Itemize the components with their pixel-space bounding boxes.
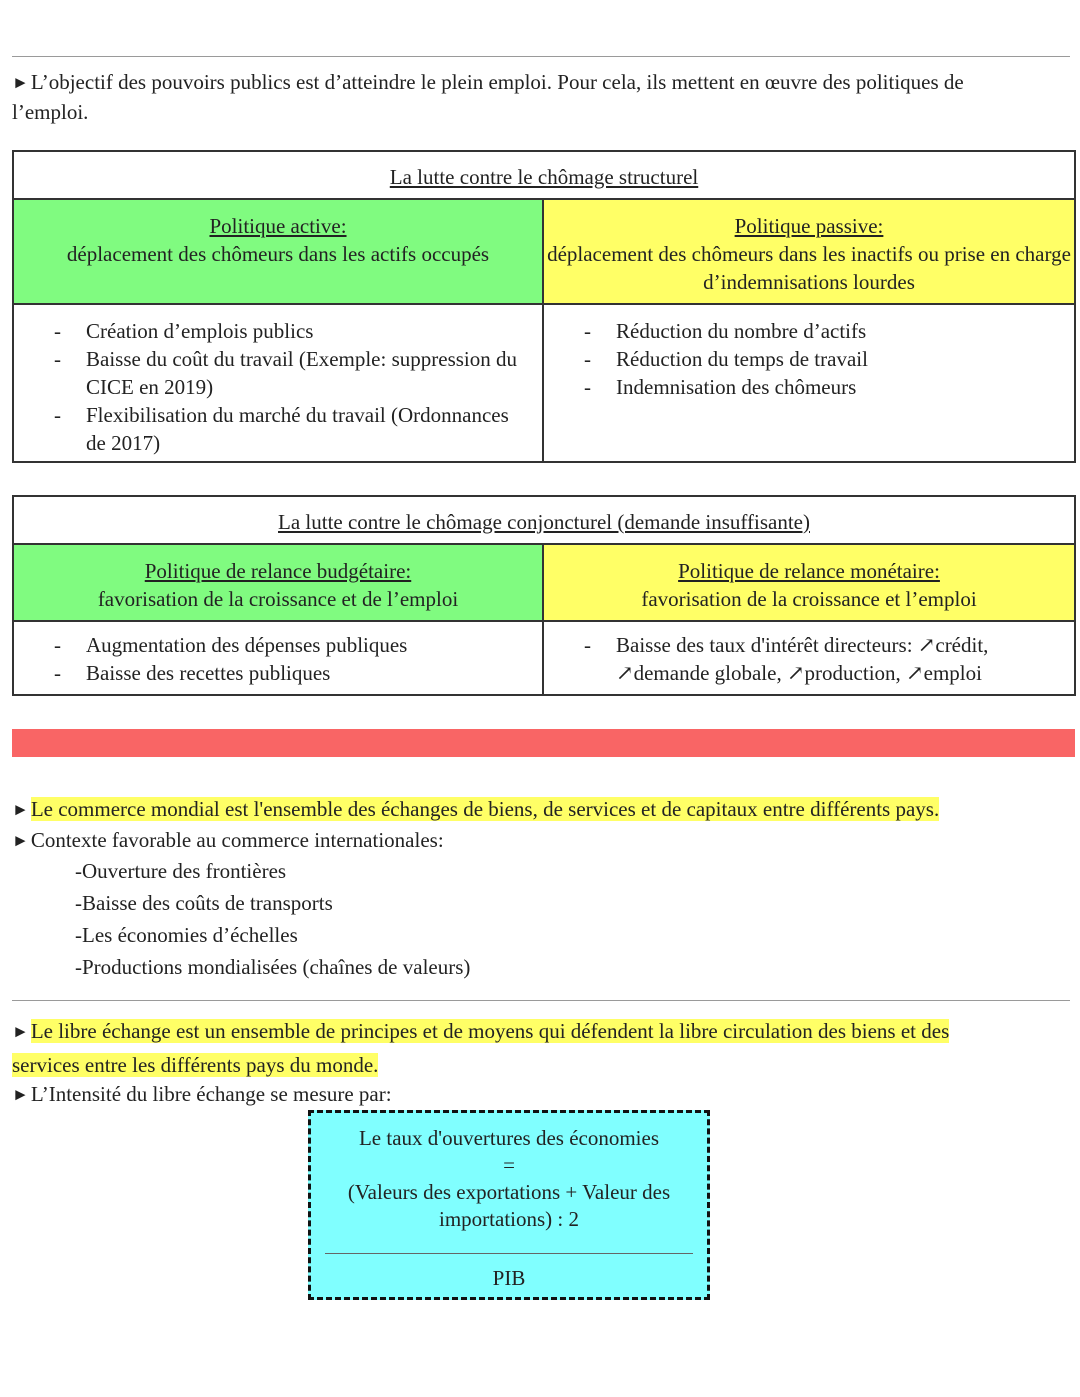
active-policy-list — [14, 317, 532, 457]
list-item: -Productions mondialisées (chaînes de valeurs) — [75, 955, 471, 979]
middle-divider — [12, 1000, 1070, 1001]
monetary-policy-heading: Politique de relance monétaire: — [678, 559, 940, 583]
fraction-line — [325, 1253, 693, 1254]
top-divider — [12, 56, 1070, 57]
triangle-bullet-icon: ► — [12, 831, 29, 850]
trade-definition: ►Le commerce mondial est l'ensemble des échanges de biens, de services et de capitaux entre différents pays. — [12, 797, 940, 821]
active-policy-header — [13, 199, 543, 304]
budget-policy-heading: Politique de relance budgétaire: — [144, 559, 412, 583]
passive-policy-heading: Politique passive: — [734, 214, 884, 238]
dash-bullet-icon: - — [584, 347, 591, 371]
dash-bullet-icon: - — [584, 633, 591, 657]
intro-paragraph: ►L’objectif des pouvoirs publics est d’atteindre le plein emploi. Pour cela, ils mettent en œuvre des politiques de l’emploi. — [12, 70, 964, 124]
passive-policy-header — [543, 199, 1075, 304]
budget-policy-header — [13, 544, 543, 621]
dash-bullet-icon: - — [584, 319, 591, 343]
formula-denominator: PIB — [492, 1266, 526, 1290]
monetary-policy-list — [544, 631, 1054, 687]
formula-numerator: (Valeurs des exportations + Valeur des importations) : 2 — [347, 1180, 671, 1231]
active-policy-description: déplacement des chômeurs dans les actifs occupés — [66, 242, 490, 266]
list-item: - Indemnisation des chômeurs — [584, 375, 857, 399]
triangle-bullet-icon: ► — [12, 1085, 29, 1104]
monetary-policy-header — [543, 544, 1075, 621]
trade-context-list — [75, 855, 470, 983]
dash-bullet-icon: - — [584, 375, 591, 399]
budget-policy-description: favorisation de la croissance et de l’emploi — [97, 587, 459, 611]
dash-bullet-icon: - — [54, 633, 61, 657]
monetary-policy-description: favorisation de la croissance et l’emploi — [641, 587, 977, 611]
triangle-bullet-icon: ► — [12, 800, 29, 819]
list-item: - Baisse des recettes publiques — [54, 661, 331, 685]
passive-policy-list-cell — [543, 304, 1075, 462]
list-item: - Création d’emplois publics — [54, 319, 314, 343]
list-item: -Les économies d’échelles — [75, 923, 298, 947]
dash-bullet-icon: - — [54, 403, 61, 427]
list-item: - Réduction du nombre d’actifs — [584, 319, 867, 343]
cyclical-table-title: La lutte contre le chômage conjoncturel (demande insuffisante) — [13, 496, 1075, 544]
triangle-bullet-icon: ► — [12, 1022, 29, 1041]
budget-policy-list-cell — [13, 621, 543, 695]
list-item: - Flexibilisation du marché du travail (Ordonnances de 2017) — [54, 403, 509, 455]
formula-equals: = — [503, 1153, 515, 1177]
passive-policy-list — [544, 317, 1074, 401]
dash-bullet-icon: - — [54, 347, 61, 371]
list-item: - Baisse des taux d'intérêt directeurs: ↗crédit, ↗demande globale, ↗production, ↗emploi — [584, 633, 989, 685]
list-item: - Réduction du temps de travail — [584, 347, 868, 371]
dash-bullet-icon: - — [54, 319, 61, 343]
budget-policy-list — [14, 631, 542, 687]
openness-rate-formula-box — [308, 1110, 710, 1300]
trade-context-heading: ►Contexte favorable au commerce internationales: — [12, 828, 444, 852]
list-item: - Augmentation des dépenses publiques — [54, 633, 408, 657]
list-item: -Baisse des coûts de transports — [75, 891, 333, 915]
formula-title: Le taux d'ouvertures des économies — [358, 1126, 660, 1150]
free-trade-measure-heading: ►L’Intensité du libre échange se mesure par: — [12, 1082, 392, 1106]
structural-table-title: La lutte contre le chômage structurel — [13, 151, 1075, 199]
triangle-bullet-icon: ► — [12, 73, 29, 92]
free-trade-definition: ►Le libre échange est un ensemble de principes et de moyens qui défendent la libre circulation des biens et des services entre les différents pays du monde. — [12, 1019, 950, 1077]
dash-bullet-icon: - — [54, 661, 61, 685]
passive-policy-description: déplacement des chômeurs dans les inactifs ou prise en charge d’indemnisations lourdes — [547, 242, 1071, 294]
list-item: -Ouverture des frontières — [75, 859, 287, 883]
section-separator-band — [12, 729, 1075, 757]
structural-unemployment-table — [12, 150, 1076, 463]
monetary-policy-list-cell — [543, 621, 1075, 695]
active-policy-list-cell — [13, 304, 543, 462]
active-policy-heading: Politique active: — [209, 214, 347, 238]
cyclical-unemployment-table — [12, 495, 1076, 696]
list-item: - Baisse du coût du travail (Exemple: suppression du CICE en 2019) — [54, 347, 518, 399]
